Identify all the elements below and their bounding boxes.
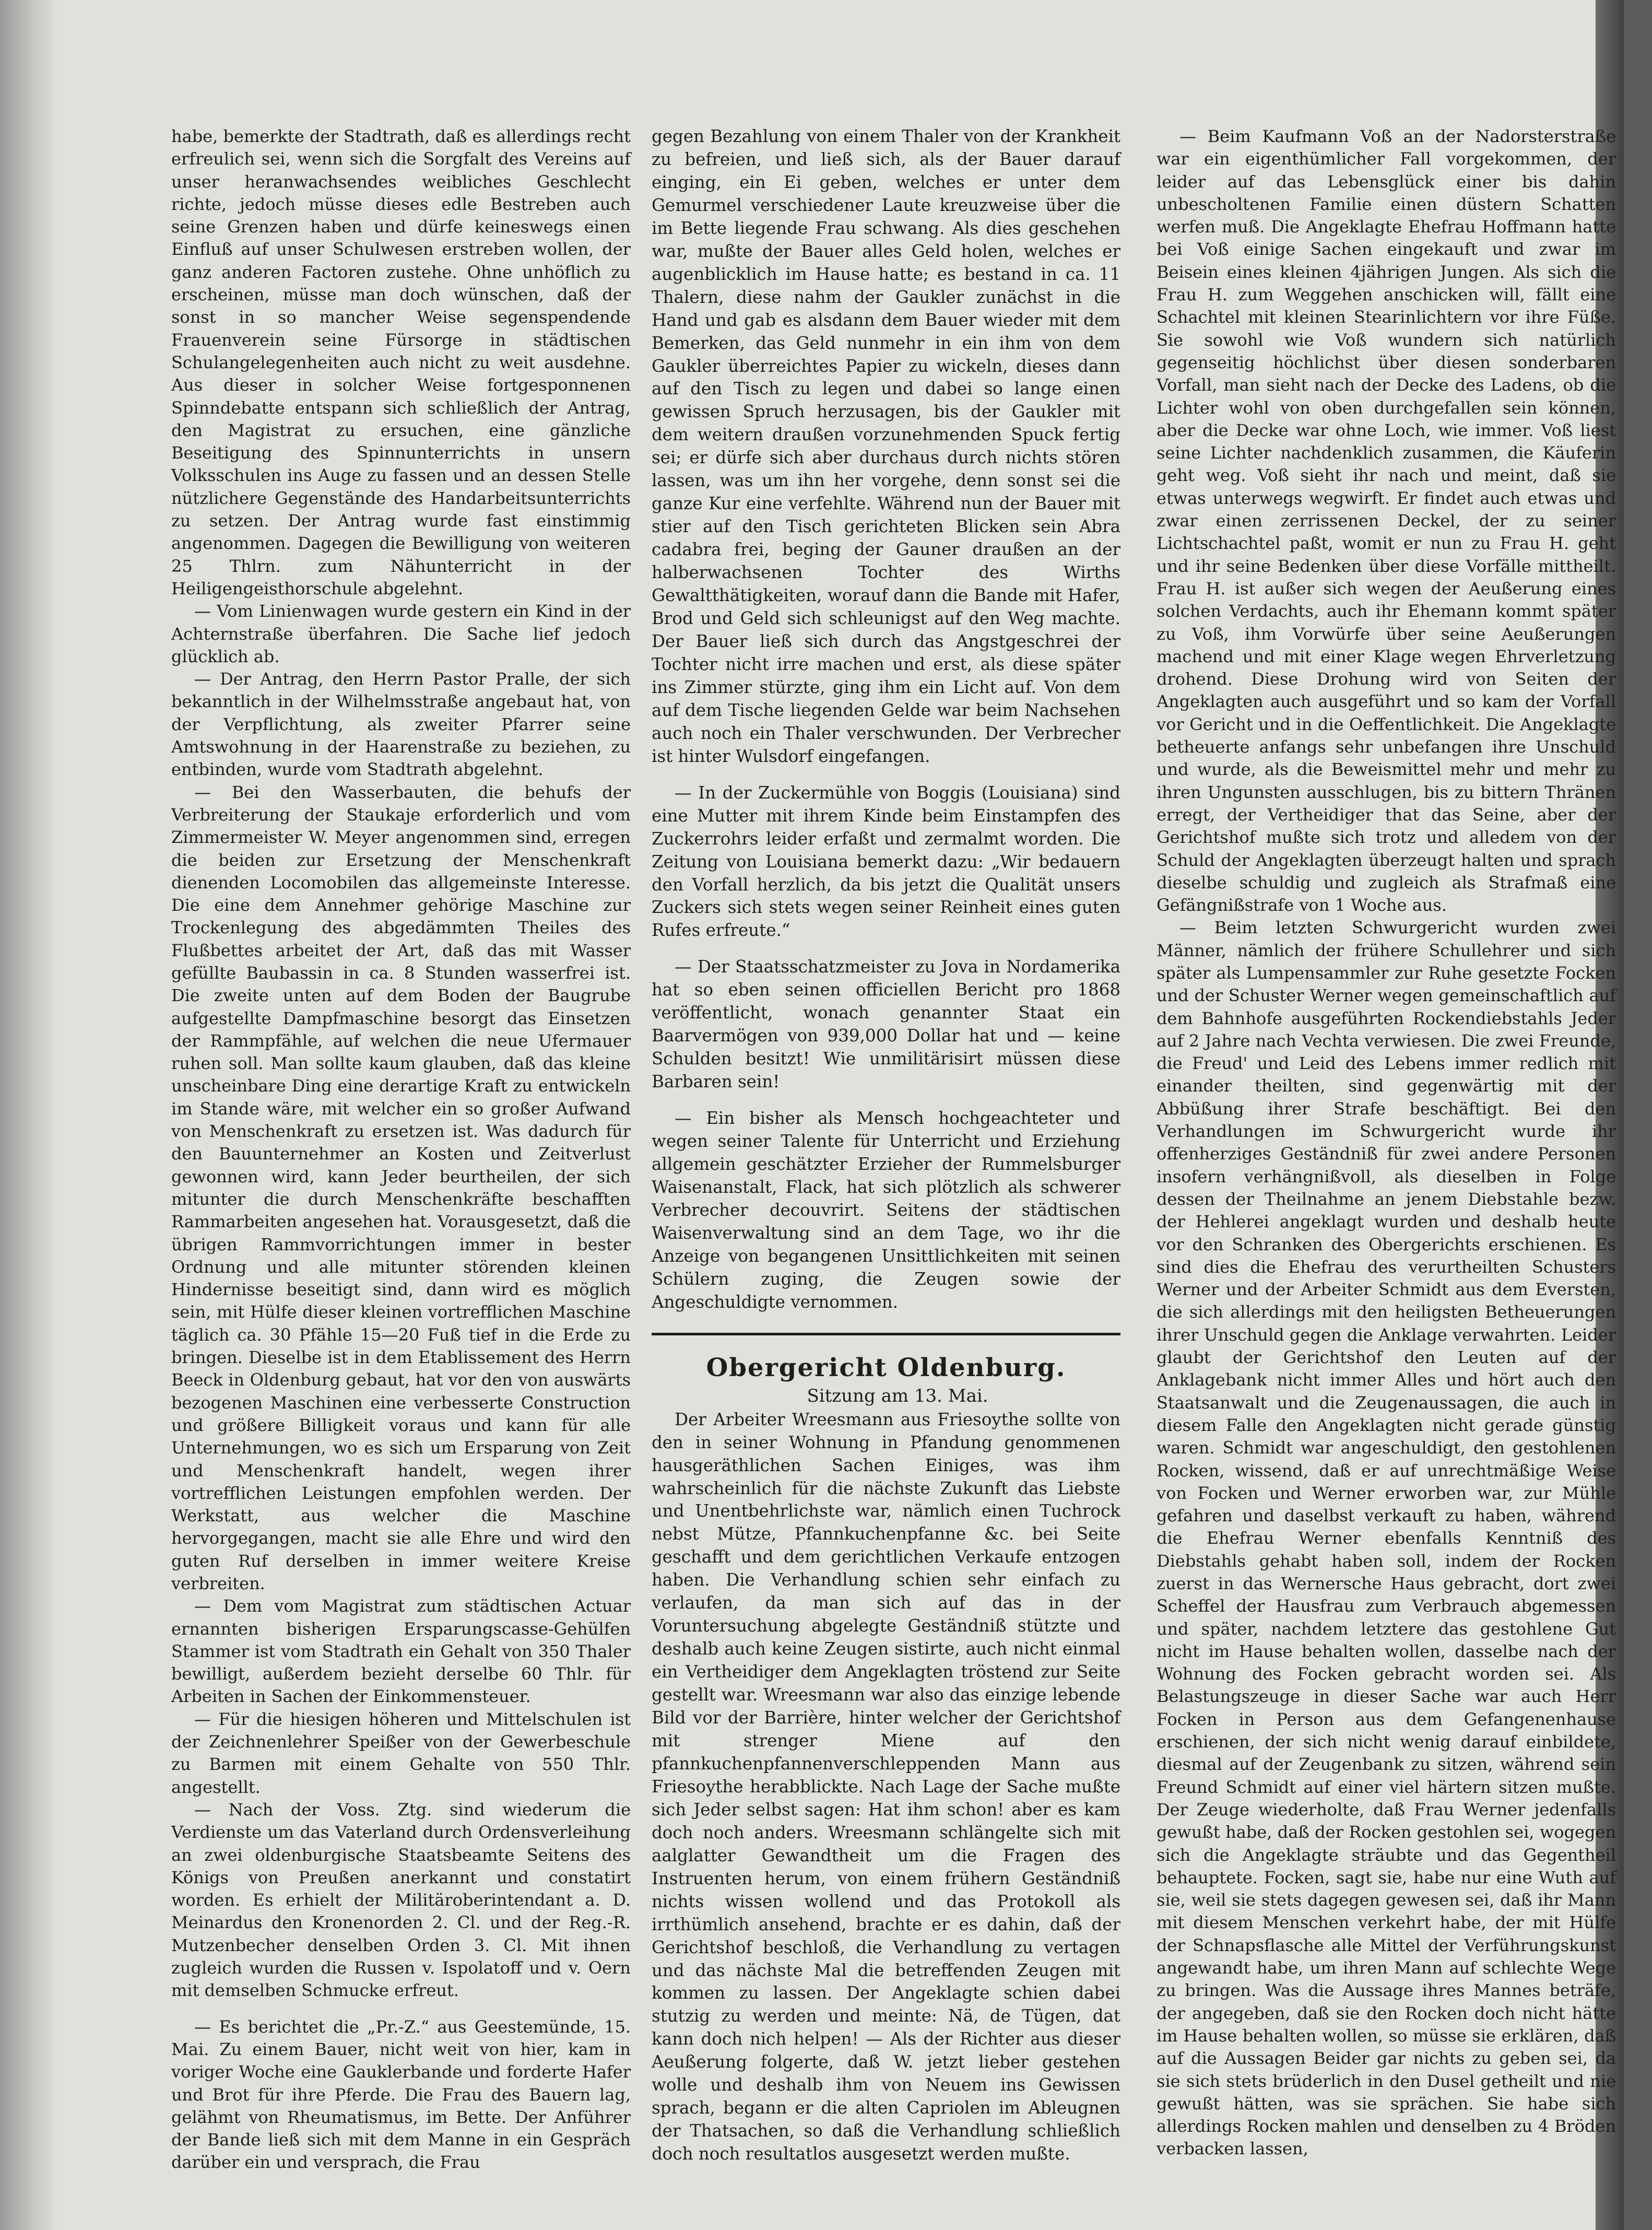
article-paragraph: — Nach der Voss. Ztg. sind wiederum die Verdienste um das Vaterland durch Ordensverleihung an zwei oldenburgische Staatsbeamte Seitens des Königs von Preußen anerkannt und constatirt worden. Es erhielt der Militäroberintendant a. D. Meinardus den Kronenorden 2. Cl. und der Reg.-R. Mutzenbecher denselben Orden 3. Cl. Mit ihnen zugleich wurden die Russen v. Ispolatoff und v. Oern mit demselben Schmucke erfreut. <box>171 1799 631 2001</box>
article-paragraph: habe, bemerkte der Stadtrath, daß es allerdings recht erfreulich sei, wenn sich die Sorgfalt des Vereins auf unser heranwachsendes weibliches Geschlecht richte, jedoch müsse dieses edle Bestreben auch seine Grenzen haben und dürfe keineswegs einen Einfluß auf unser Schulwesen erstreben wollen, der ganz anderen Factoren zustehe. Ohne unhöflich zu erscheinen, müsse man doch wünschen, daß der sonst in so mancher Weise segenspendende Frauenverein seine Fürsorge in städtischen Schulangelegenheiten auch nicht zu weit ausdehne. Aus dieser in solcher Weise fortgesponnenen Spinndebatte entspann sich schließlich der Antrag, den Magistrat zu ersuchen, eine gänzliche Beseitigung des Spinnunterrichts in unsern Volksschulen ins Auge zu fassen und an dessen Stelle nützlichere Gegenstände des Handarbeitsunterrichts zu setzen. Der Antrag wurde fast einstimmig angenommen. Dagegen die Bewilligung von weiteren 25 Thlrn. zum Nähunterricht in der Heiligengeisthorschule abgelehnt. <box>171 126 631 598</box>
article-paragraph: — Dem vom Magistrat zum städtischen Actuar ernannten bisherigen Ersparungscasse-Gehülfen Stammer ist vom Stadtrath ein Gehalt von 350 Thaler bewilligt, außerdem bezieht derselbe 60 Thlr. für Arbeiten in Sachen der Einkommensteuer. <box>171 1596 631 1707</box>
section-title: Obergericht Oldenburg. <box>706 1353 1066 1382</box>
article-paragraph: — Beim letzten Schwurgericht wurden zwei Männer, nämlich der frühere Schullehrer und sich später als Lumpensammler zur Ruhe gesetzte Focken und der Schuster Werner wegen gemeinschaftlich auf dem Bahnhofe ausgeführten Rockendiebstahls Jeder auf 2 Jahre nach Vechta verwiesen. Die zwei Freunde, die Freud' und Leid des Lebens immer redlich mit einander theilten, sind gegenwärtig mit der Abbüßung ihrer Strafe beschäftigt. Bei den Verhandlungen im Schwurgericht wurde ihr offenherziges Geständniß für zwei andere Personen insofern verhängnißvoll, als dieselben in Folge dessen der Theilnahme an jenem Diebstahle bezw. der Hehlerei angeklagt wurden und deshalb heute vor den Schranken des Obergerichts erschienen. Es sind dies die Ehefrau des verurtheilten Schusters Werner und der Arbeiter Schmidt aus dem Eversten, die sich allerdings mit den heiligsten Betheuerungen ihrer Unschuld gegen die Anklage verwahrten. Leider glaubt der Gerichtshof den Leuten auf der Anklagebank nicht immer Alles und hört auch den Staatsanwalt und die Zeugenaussagen, die auch in diesem Falle den Angeklagten nicht gerade günstig waren. Schmidt war angeschuldigt, den gestohlenen Rocken, wissend, daß er auf unrechtmäßige Weise von Focken und Werner erworben war, zur Mühle gefahren und daselbst verkauft zu haben, während die Ehefrau Werner ebenfalls Kenntniß des Diebstahls gehabt haben soll, indem der Rocken zuerst in das Wernersche Haus gebracht, dort zwei Scheffel der Hausfrau zum Verbrauch abgemessen und später, nachdem letztere das gestohlene Gut nicht im Hause behalten wollen, dasselbe nach der Wohnung des Focken gebracht worden sei. Als Belastungszeuge in dieser Sache war auch Herr Focken in Person aus dem Gefangenenhause erschienen, der sich nicht wenig darauf einbildete, diesmal auf der Zeugenbank zu sitzen, während sein Freund Schmidt auf einer viel härtern sitzen mußte. Der Zeuge wiederholte, daß Frau Werner jedenfalls gewußt habe, daß der Rocken gestohlen sei, wogegen sich die Angeklagte sträubte und das Gegentheil behauptete. Focken, sagt sie, habe nur eine Wuth auf sie, weil sie stets dagegen gewesen sei, daß ihr Mann mit diesem Menschen verkehrt habe, der mit Hülfe der Schnapsflasche alle Mittel der Verführungskunst angewandt habe, um ihren Mann auf schlechte Wege zu bringen. Was die Aussage ihres Mannes beträfe, der angegeben, daß sie den Rocken doch nicht hätte im Hause behalten wollen, so müsse sie erklären, daß auf die Aussagen Beider gar nichts zu geben sei, da sie sich stets brüderlich in den Dusel getheilt und nie gewußt hätten, was sie sprächen. Sie habe sich allerdings Rocken mahlen und denselben zu 4 Bröden verbacken lassen, <box>1157 918 1616 2159</box>
article-paragraph: — Es berichtet die „Pr.-Z.“ aus Geestemünde, 15. Mai. Zu einem Bauer, nicht weit von hier, kam in voriger Woche eine Gauklerbande und forderte Hafer und Brot für ihre Pferde. Die Frau des Bauern lag, gelähmt von Rheumatismus, im Bette. Der Anführer der Bande ließ sich mit dem Manne in ein Gespräch darüber ein und versprach, die Frau <box>171 2016 631 2173</box>
article-paragraph: Der Arbeiter Wreesmann aus Friesoythe sollte von den in seiner Wohnung in Pfandung genommenen hausgeräthlichen Sachen Einiges, was ihm wahrscheinlich für die nächste Zukunft das Liebste und Unentbehrlichste war, nämlich einen Tuchrock nebst Mütze, Pfannkuchenpfanne &c. bei Seite geschafft und dem gerichtlichen Verkaufe entzogen haben. Die Verhandlung schien sehr einfach zu verlaufen, da man sich auf das in der Voruntersuchung abgelegte Geständniß stützte und deshalb auch keine Zeugen sistirte, auch nicht einmal ein Vertheidiger dem Angeklagten tröstend zur Seite gestellt war. Wreesmann war also das einzige lebende Bild vor der Barrière, hinter welcher der Gerichtshof mit strenger Miene auf den pfannkuchenpfannenverschleppenden Mann aus Friesoythe herabblickte. Nach Lage der Sache mußte sich Jeder selbst sagen: Hat ihm schon! aber es kam doch noch anders. Wreesmann schlängelte sich mit aalglatter Gewandtheit um die Fragen des Instruenten herum, von einem frühern Geständniß nichts wissen wollend und das Protokoll als irrthümlich ansehend, brachte er es dahin, daß der Gerichtshof beschloß, die Verhandlung zu vertagen und das nächste Mal die betreffenden Zeugen mit kommen zu lassen. Der Angeklagte schien dabei stutzig zu werden und meinte: Nä, de Tügen, dat kann doch nich helpen! — Als der Richter aus dieser Aeußerung folgerte, daß W. jetzt lieber gestehen wolle und deshalb ihm von Neuem ins Gewissen sprach, begann er die alten Capriolen im Ableugnen der Thatsachen, so daß die Verhandlung schließlich doch noch resultatlos ausgesetzt werden mußte. <box>652 1409 1120 2164</box>
article-paragraph: gegen Bezahlung von einem Thaler von der Krankheit zu befreien, und ließ sich, als der Bauer darauf einging, ein Ei geben, welches er unter dem Gemurmel verschiedener Laute kreuzweise über die im Bette liegende Frau schwang. Als dies geschehen war, mußte der Bauer alles Geld holen, welches er augenblicklich im Hause hatte; es bestand in ca. 11 Thalern, diese nahm der Gaukler zunächst in die Hand und gab es alsdann dem Bauer wieder mit dem Bemerken, das Geld nunmehr in ein ihm von dem Gaukler überreichtes Papier zu wickeln, dieses dann auf den Tisch zu legen und dabei so lange einen gewissen Spruch herzusagen, bis der Gaukler mit dem weitern draußen vorzunehmenden Spuck fertig sei; er dürfe sich aber durchaus durch nichts stören lassen, was um ihn her vorgehe, denn sonst sei die ganze Kur eine verfehlte. Während nun der Bauer mit stier auf den Tisch gerichteten Blicken sein Abra cadabra frei, beging der Gauner draußen an der halberwachsenen Tochter des Wirths Gewaltthätigkeiten, worauf dann die Bande mit Hafer, Brod und Geld sich schleunigst auf den Weg machte. Der Bauer ließ sich durch das Angstgeschrei der Tochter nicht irre machen und erst, als diese später ins Zimmer stürzte, ging ihm ein Licht auf. Von dem auf dem Tische liegenden Gelde war beim Nachsehen auch noch ein Thaler verschwunden. Der Verbrecher ist hinter Wulsdorf eingefangen. <box>652 126 1120 766</box>
article-paragraph: — In der Zuckermühle von Boggis (Louisiana) sind eine Mutter mit ihrem Kinde beim Einstampfen des Zuckerrohrs leider erfaßt und zermalmt worden. Die Zeitung von Louisiana bemerkt dazu: „Wir bedauern den Vorfall herzlich, da bis jetzt die Qualität unsers Zuckers sich stets wegen seiner Reinheit eines guten Rufes erfreute.“ <box>652 782 1120 941</box>
article-paragraph: — Bei den Wasserbauten, die behufs der Verbreiterung der Staukaje erforderlich und vom Zimmermeister W. Meyer angenommen sind, erregen die beiden zur Ersetzung der Menschenkraft dienenden Locomobilen das allgemeinste Interesse. Die eine dem Annehmer gehörige Maschine zur Trockenlegung des abgedämmten Theiles des Flußbettes arbeitet der Art, daß das mit Wasser gefüllte Baubassin in ca. 8 Stunden wasserfrei ist. Die zweite unten auf dem Boden der Baugrube aufgestellte Dampfmaschine besorgt das Einsetzen der Rammpfähle, auf welchen die neue Ufermauer ruhen soll. Man sollte kaum glauben, daß das kleine unscheinbare Ding eine derartige Kraft zu entwickeln im Stande wäre, mit welcher ein so großer Aufwand von Menschenkraft zu ersetzen ist. Was dadurch für den Bauunternehmer an Kosten und Zeitverlust gewonnen wird, kann Jeder beurtheilen, der sich mitunter die durch Menschenkräfte beschafften Rammarbeiten angesehen hat. Vorausgesetzt, daß die übrigen Rammvorrichtungen immer in bester Ordnung und alle mitunter störenden kleinen Hindernisse beseitigt sind, dann wird es möglich sein, mit Hülfe dieser kleinen vortrefflichen Maschine täglich ca. 30 Pfähle 15—20 Fuß tief in die Erde zu bringen. Dieselbe ist in dem Etablissement des Herrn Beeck in Oldenburg gebaut, hat vor den von auswärts bezogenen Maschinen eine verbesserte Construction und größere Billigkeit voraus und kann für alle Unternehmungen, wo es sich um Ersparung von Zeit und Menschenkraft handelt, wegen ihrer vortrefflichen Leistungen empfohlen werden. Der Werkstatt, aus welcher die Maschine hervorgegangen, macht sie alle Ehre und wird den guten Ruf derselben in immer weitere Kreise verbreiten. <box>171 782 631 1593</box>
article-paragraph: — Beim Kaufmann Voß an der Nadorsterstraße war ein eigenthümlicher Fall vorgekommen, der leider auf das Lebensglück einer bis dahin unbescholtenen Familie einen düstern Schatten werfen muß. Die Angeklagte Ehefrau Hoffmann hatte bei Voß einige Sachen eingekauft und zwar im Beisein eines kleinen 4jährigen Jungen. Als sich die Frau H. zum Weggehen anschicken will, fällt eine Schachtel mit kleinen Stearinlichtern vor ihre Füße. Sie sowohl wie Voß wundern sich natürlich gegenseitig höchlichst über diesen sonderbaren Vorfall, man sieht nach der Decke des Ladens, ob die Lichter wohl von oben durchgefallen sein können, aber die Decke war ohne Loch, wie immer. Voß liest seine Lichter nachdenklich zusammen, die Käuferin geht weg. Voß sieht ihr nach und meint, daß sie etwas unterwegs wegwirft. Er findet auch etwas und zwar einen zerrissenen Deckel, der zu seiner Lichtschachtel paßt, womit er nun zu Frau H. geht und ihr seine Bedenken über diese Vorfälle mittheilt. Frau H. ist außer sich wegen der Aeußerung eines solchen Verdachts, auch ihr Ehemann kommt später zu Voß, ihm Vorwürfe über seine Aeußerungen machend und mit einer Klage wegen Ehrverletzung drohend. Diese Drohung wird von Seiten der Angeklagten auch ausgeführt und so kam der Vorfall vor Gericht und in die Oeffentlichkeit. Die Angeklagte betheuerte anfangs sehr unbefangen ihre Unschuld und wurde, als die Beweismittel mehr und mehr zu ihren Ungunsten ausschlugen, bis zu bittern Thränen erregt, der Vertheidiger that das Seine, aber der Gerichtshof mußte sich trotz und alledem von der Schuld der Angeklagten überzeugt halten und sprach dieselbe schuldig und zugleich als Strafmaß eine Gefängnißstrafe von 1 Woche aus. <box>1157 126 1616 916</box>
session-line: Sitzung am 13. Mai. <box>807 1385 988 1406</box>
column-left <box>171 125 631 2174</box>
column-middle <box>652 125 1120 2166</box>
section-divider <box>652 1333 1120 1335</box>
column-right <box>1157 125 1616 2161</box>
article-paragraph: — Der Antrag, den Herrn Pastor Pralle, der sich bekanntlich in der Wilhelmsstraße angebaut hat, von der Verpflichtung, als zweiter Pfarrer seine Amtswohnung in der Haarenstraße zu beziehen, zu entbinden, wurde vom Stadtrath abgelehnt. <box>171 669 631 780</box>
page-binding-shadow <box>0 0 57 2230</box>
article-paragraph: — Der Staatsschatzmeister zu Jova in Nordamerika hat so eben seinen officiellen Bericht pro 1868 veröffentlicht, wonach genannter Staat ein Baarvermögen von 939,000 Dollar hat und — keine Schulden besitzt! Wie unmilitärisirt müssen diese Barbaren sein! <box>652 957 1120 1092</box>
article-paragraph: — Ein bisher als Mensch hochgeachteter und wegen seiner Talente für Unterricht und Erziehung allgemein geschätzter Erzieher der Rummelsburger Waisenanstalt, Flack, hat sich plötzlich als schwerer Verbrecher decouvrirt. Seitens der städtischen Waisenverwaltung sind an dem Tage, wo ihr die Anzeige von begangenen Unsittlichkeiten mit seinen Schülern zuging, die Zeugen sowie der Angeschuldigte vernommen. <box>652 1108 1120 1312</box>
article-paragraph: — Vom Linienwagen wurde gestern ein Kind in der Achternstraße überfahren. Die Sache lief jedoch glücklich ab. <box>171 601 631 666</box>
article-paragraph: — Für die hiesigen höheren und Mittelschulen ist der Zeichnenlehrer Speißer von der Gewerbeschule zu Barmen mit einem Gehalte von 550 Thlr. angestellt. <box>171 1709 631 1797</box>
